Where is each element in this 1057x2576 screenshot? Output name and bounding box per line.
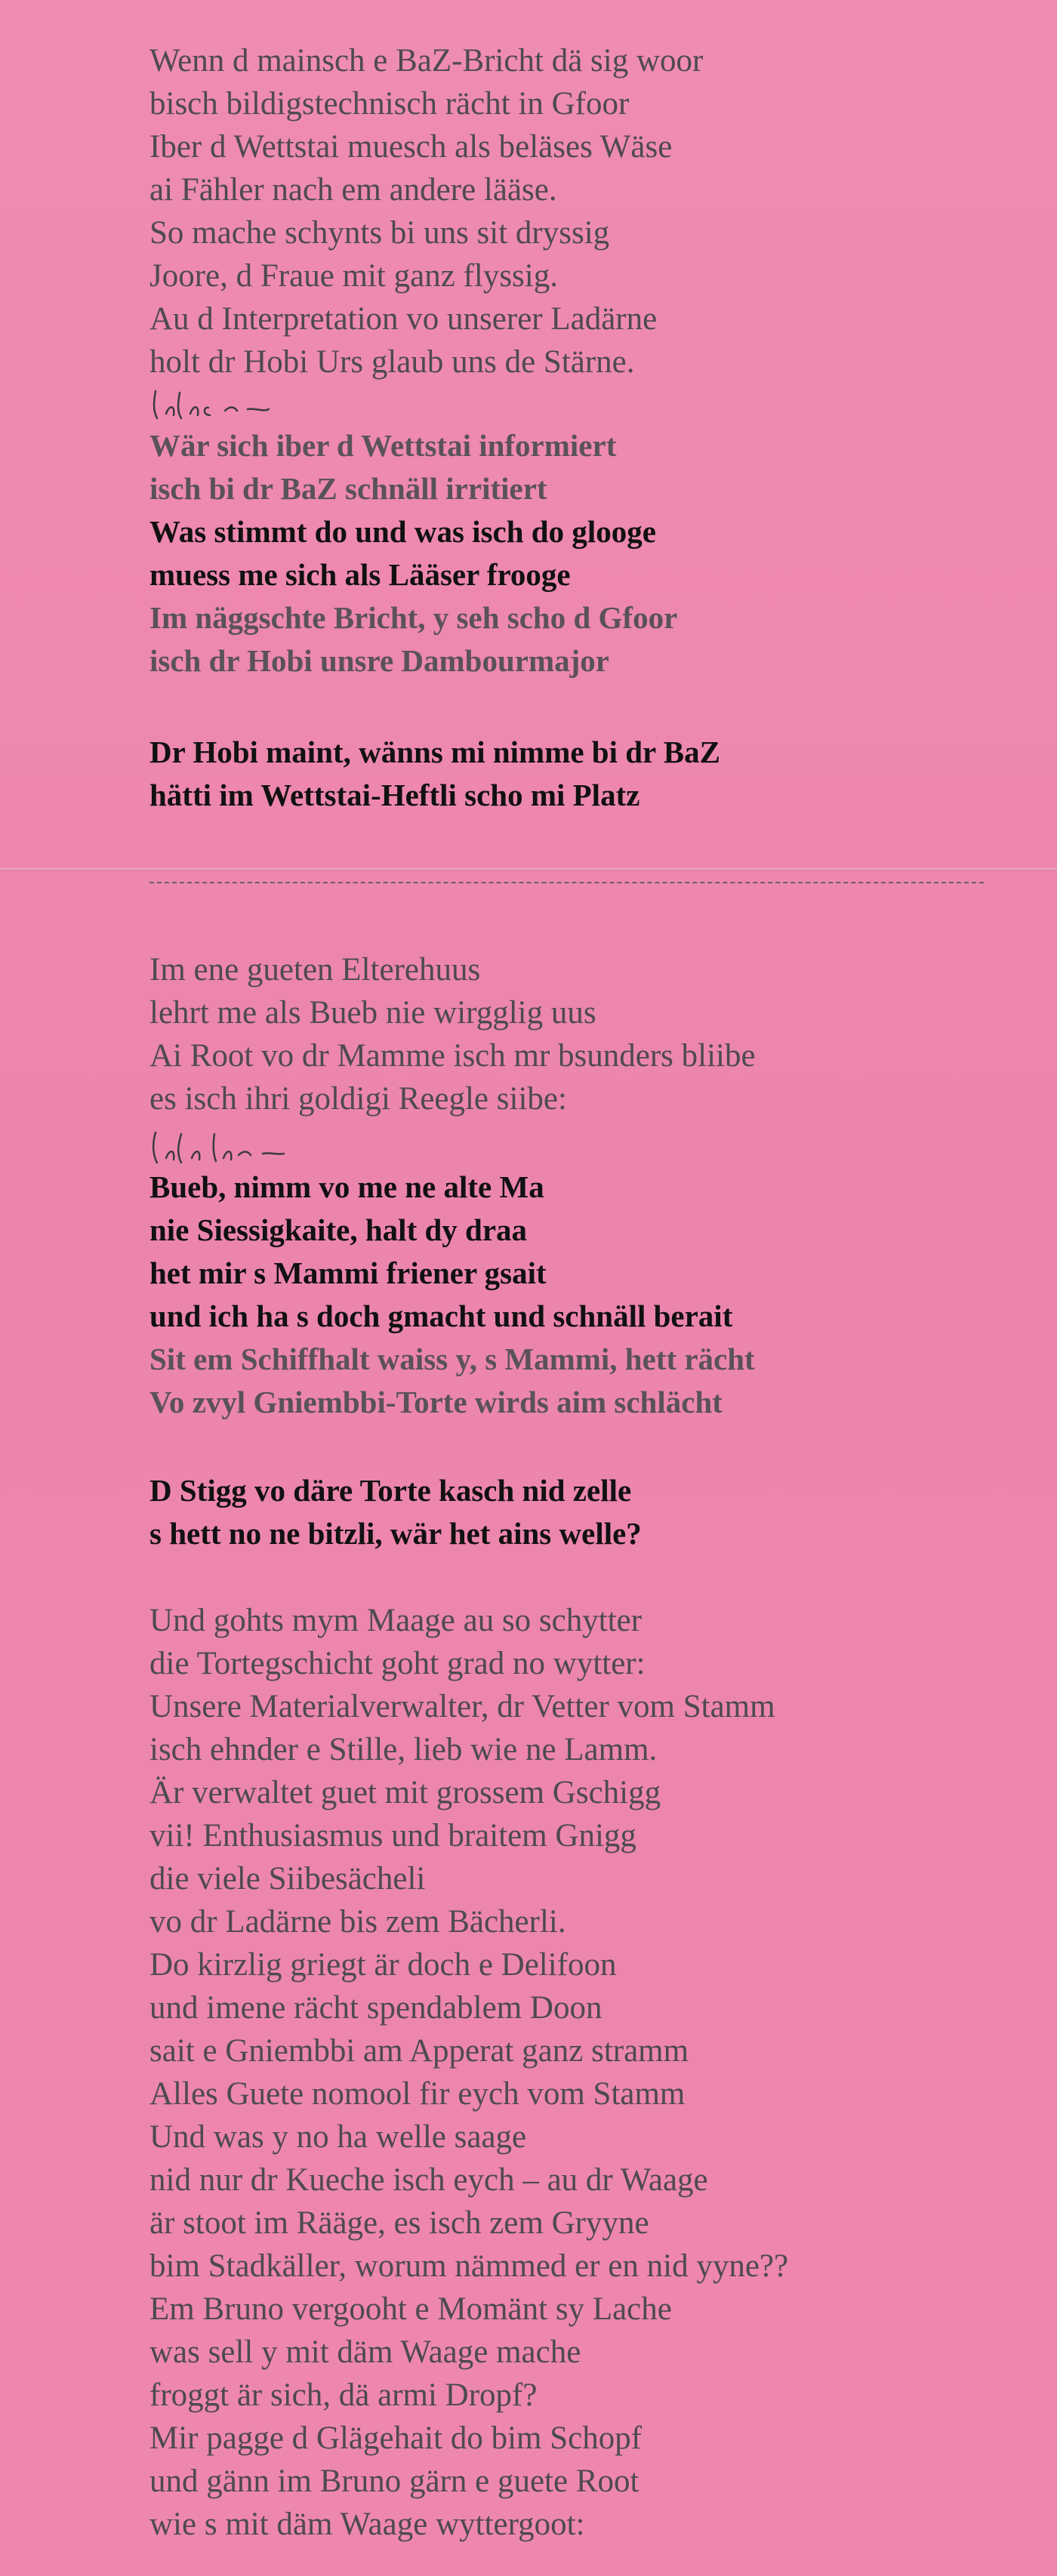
refrain-line: nie Siessigkaite, halt dy draa <box>149 1213 528 1247</box>
refrain-line: Bueb, nimm vo me ne alte Ma <box>149 1169 544 1204</box>
closing-couplet-2 <box>149 1469 642 1555</box>
refrain-line: het mir s Mammi friener gsait <box>149 1256 547 1290</box>
handwritten-scribble <box>149 385 391 423</box>
closing-line: Dr Hobi maint, wänns mi nimme bi dr BaZ <box>149 735 720 769</box>
verse-line: Au d Interpretation vo unserer Ladärne <box>149 301 658 337</box>
verse-line: und imene rächt spendablem Doon <box>149 1990 602 2026</box>
refrain-2 <box>149 1166 755 1424</box>
verse-line: vo dr Ladärne bis zem Bächerli. <box>149 1904 566 1940</box>
refrain-line: muess me sich als Lääser frooge <box>149 557 571 592</box>
refrain-1 <box>149 424 677 683</box>
closing-line: hätti im Wettstai-Heftli scho mi Platz <box>149 778 640 812</box>
verse-line: Do kirzlig griegt är doch e Delifoon <box>149 1947 617 1983</box>
handwritten-scribble <box>149 1128 391 1166</box>
stanza-3 <box>149 1599 788 2546</box>
paper-fold <box>0 868 1057 871</box>
refrain-line: Im näggschte Bricht, y seh scho d Gfoor <box>149 600 678 635</box>
verse-line: Joore, d Fraue mit ganz flyssig. <box>149 258 558 294</box>
refrain-line: und ich ha s doch gmacht und schnäll berait <box>149 1299 733 1333</box>
verse-line: die Tortegschicht goht grad no wytter: <box>149 1646 646 1681</box>
verse-line: Är verwaltet guet mit grossem Gschigg <box>149 1775 661 1810</box>
verse-line: So mache schynts bi uns sit dryssig <box>149 215 610 251</box>
handwriting-la-la-la <box>149 385 391 423</box>
verse-line: bisch bildigstechnisch rächt in Gfoor <box>149 86 630 122</box>
refrain-line: isch dr Hobi unsre Dambourmajor <box>149 643 609 678</box>
handwriting-la-la-la <box>149 1128 391 1166</box>
verse-line: Em Bruno vergooht e Momänt sy Lache <box>149 2291 672 2327</box>
stanza-1 <box>149 39 703 384</box>
verse-line: Im ene gueten Elterehuus <box>149 952 481 988</box>
verse-line: und gänn im Bruno gärn e guete Root <box>149 2464 639 2499</box>
refrain-line: Wär sich iber d Wettstai informiert <box>149 428 617 463</box>
verse-line: Alles Guete nomool fir eych vom Stamm <box>149 2076 686 2112</box>
verse-line: ai Fähler nach em andere lääse. <box>149 172 557 208</box>
verse-line: Mir pagge d Glägehait do bim Schopf <box>149 2420 643 2456</box>
closing-couplet-1 <box>149 731 720 817</box>
verse-line: Wenn d mainsch e BaZ-Bricht dä sig woor <box>149 43 704 79</box>
verse-line: Unsere Materialverwalter, dr Vetter vom Stamm <box>149 1689 775 1724</box>
verse-line: die viele Siibesächeli <box>149 1861 426 1897</box>
refrain-line: Was stimmt do und was isch do glooge <box>149 514 656 549</box>
verse-line: wie s mit däm Waage wyttergoot: <box>149 2507 585 2542</box>
verse-line: sait e Gniembbi am Apperat ganz stramm <box>149 2033 689 2069</box>
verse-line: vii! Enthusiasmus und braitem Gnigg <box>149 1818 636 1853</box>
verse-line: är stoot im Rääge, es isch zem Gryyne <box>149 2205 649 2241</box>
refrain-line: Sit em Schiffhalt waiss y, s Mammi, hett rächt <box>149 1342 755 1376</box>
closing-line: D Stigg vo däre Torte kasch nid zelle <box>149 1473 632 1508</box>
verse-line: Iber d Wettstai muesch als beläses Wäse <box>149 129 673 165</box>
refrain-line: Vo zvyl Gniembbi-Torte wirds aim schlächt <box>149 1385 723 1419</box>
closing-line: s hett no ne bitzli, wär het ains welle? <box>149 1516 642 1551</box>
stanza-2 <box>149 948 756 1120</box>
verse-line: Und was y no ha welle saage <box>149 2119 527 2155</box>
verse-line: lehrt me als Bueb nie wirgglig uus <box>149 995 596 1031</box>
section-divider <box>149 882 984 883</box>
verse-line: froggt är sich, dä armi Dropf? <box>149 2377 538 2413</box>
verse-line: was sell y mit däm Waage mache <box>149 2334 581 2370</box>
verse-line: Ai Root vo dr Mamme isch mr bsunders bliibe <box>149 1038 756 1074</box>
refrain-line: isch bi dr BaZ schnäll irritiert <box>149 471 547 506</box>
verse-line: Und gohts mym Maage au so schytter <box>149 1603 643 1638</box>
verse-line: nid nur dr Kueche isch eych – au dr Waage <box>149 2162 708 2198</box>
verse-line: es isch ihri goldigi Reegle siibe: <box>149 1081 567 1117</box>
verse-line: holt dr Hobi Urs glaub uns de Stärne. <box>149 344 635 380</box>
verse-line: bim Stadkäller, worum nämmed er en nid yyne?? <box>149 2248 789 2284</box>
verse-line: isch ehnder e Stille, lieb wie ne Lamm. <box>149 1732 658 1767</box>
